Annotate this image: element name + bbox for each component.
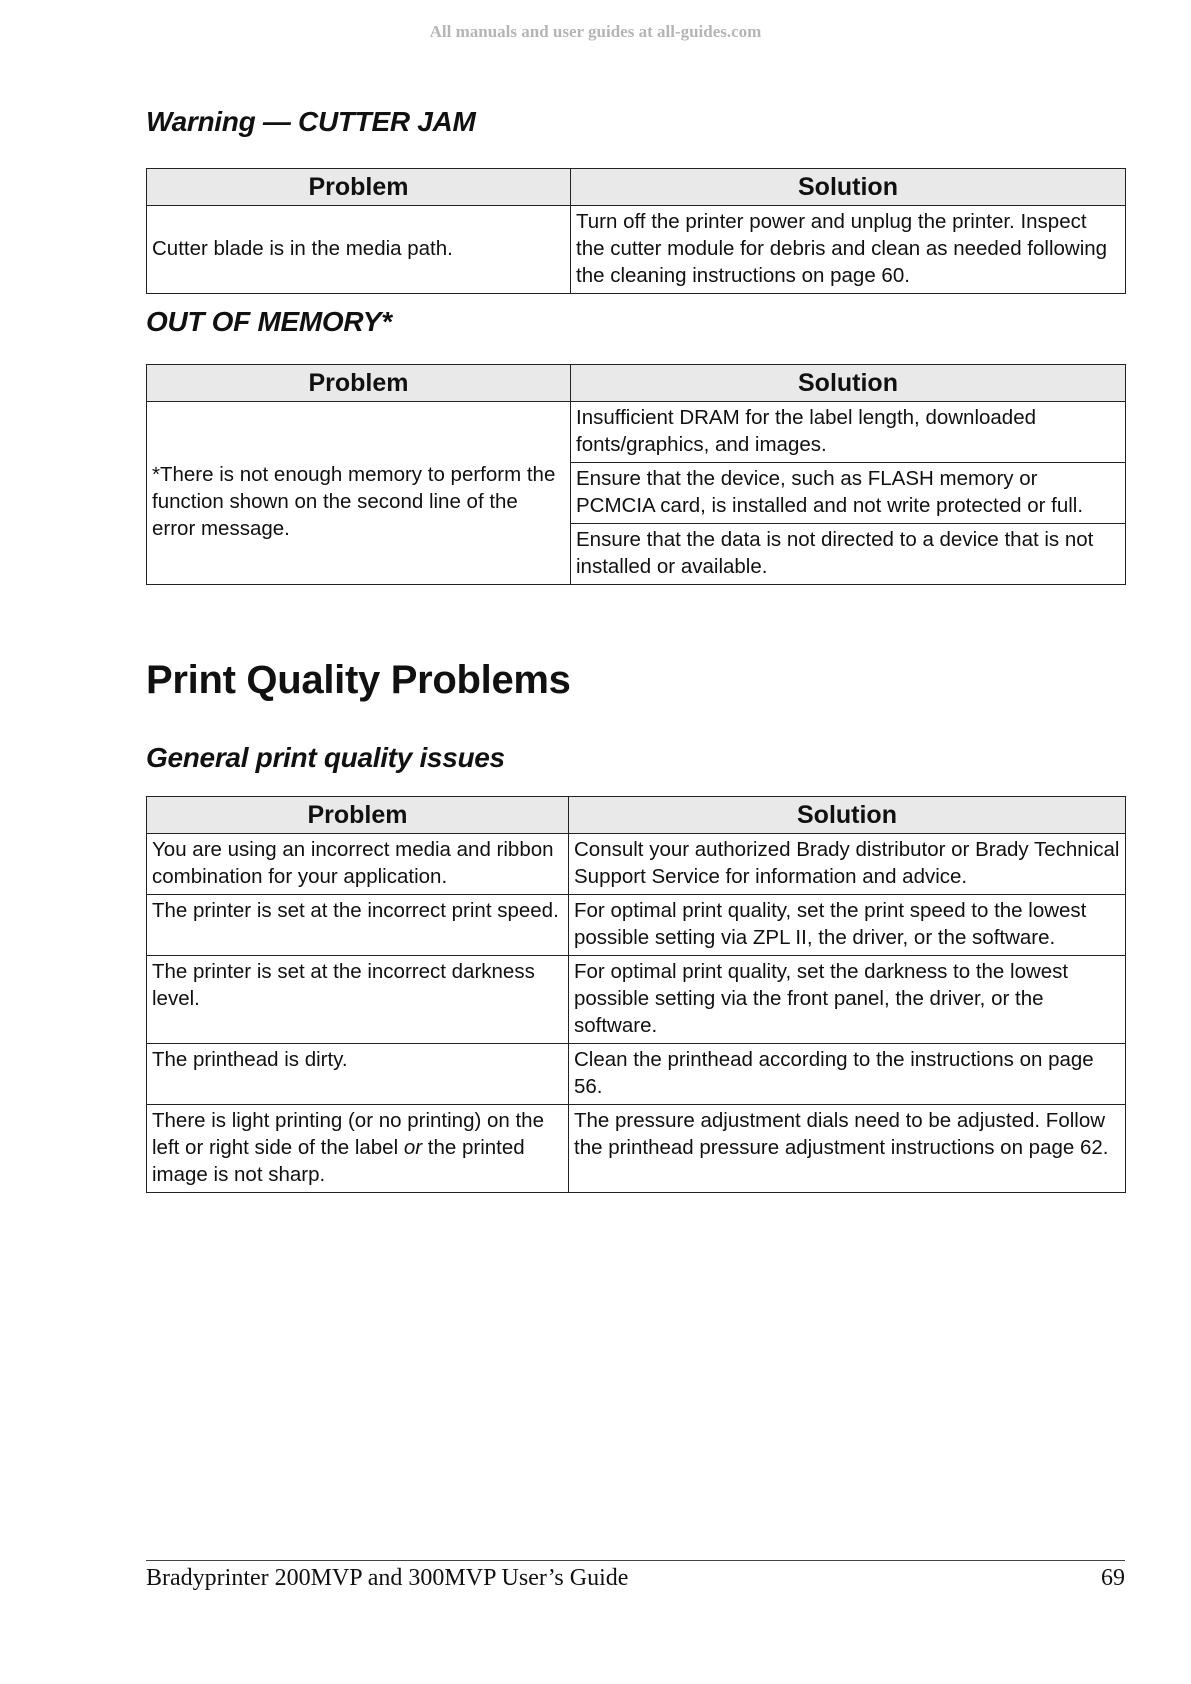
cutter-jam-heading: Warning — CUTTER JAM <box>146 106 476 137</box>
problem-cell: The printer is set at the incorrect darkness level. <box>147 956 569 1044</box>
solution-cell: Ensure that the device, such as FLASH memory or PCMCIA card, is installed and not write protected or full. <box>571 463 1126 524</box>
column-header-problem: Problem <box>147 365 571 402</box>
problem-text-emphasis: or <box>403 1136 423 1159</box>
column-header-solution: Solution <box>571 365 1126 402</box>
solution-cell: Insufficient DRAM for the label length, downloaded fonts/graphics, and images. <box>571 402 1126 463</box>
problem-cell: Cutter blade is in the media path. <box>147 206 571 294</box>
solution-cell: Turn off the printer power and unplug the printer. Inspect the cutter module for debris and clean as needed following the cleaning instructions on page 60. <box>571 206 1126 294</box>
solution-cell: Consult your authorized Brady distributor or Brady Technical Support Service for information and advice. <box>569 834 1126 895</box>
column-header-problem: Problem <box>147 797 569 834</box>
solution-cell: For optimal print quality, set the print speed to the lowest possible setting via ZPL II, the driver, or the software. <box>569 895 1126 956</box>
problem-text-start: There is light printing (or no printing) on the left or right side of the label <box>152 1109 544 1159</box>
table-row <box>147 895 1126 956</box>
problem-cell: *There is not enough memory to perform the function shown on the second line of the error message. <box>147 402 571 585</box>
out-of-memory-heading: OUT OF MEMORY* <box>146 306 392 337</box>
table-header-row <box>147 797 1126 834</box>
watermark: All manuals and user guides at all-guides.com <box>429 22 762 41</box>
cutter-jam-table <box>146 168 1126 294</box>
page-footer <box>146 1560 1125 1591</box>
table-row <box>147 206 1126 294</box>
problem-cell: The printhead is dirty. <box>147 1044 569 1105</box>
table-header-row <box>147 169 1126 206</box>
table-row <box>147 956 1126 1044</box>
problem-cell: The printer is set at the incorrect print speed. <box>147 895 569 956</box>
print-quality-table <box>146 796 1126 1193</box>
column-header-solution: Solution <box>571 169 1126 206</box>
table-row <box>147 834 1126 895</box>
solution-cell: For optimal print quality, set the darkness to the lowest possible setting via the front panel, the driver, or the software. <box>569 956 1126 1044</box>
page-number: 69 <box>1101 1565 1125 1591</box>
print-quality-subheading: General print quality issues <box>146 742 505 773</box>
table-row <box>147 402 1126 463</box>
section-title: Print Quality Problems <box>146 658 571 702</box>
problem-cell: You are using an incorrect media and ribbon combination for your application. <box>147 834 569 895</box>
problem-cell <box>147 1105 569 1193</box>
table-row <box>147 1105 1126 1193</box>
solution-cell: Clean the printhead according to the instructions on page 56. <box>569 1044 1126 1105</box>
problem-text-end: the printed image is not sharp. <box>152 1136 525 1186</box>
out-of-memory-table <box>146 364 1126 585</box>
column-header-problem: Problem <box>147 169 571 206</box>
solution-cell: Ensure that the data is not directed to a device that is not installed or available. <box>571 524 1126 585</box>
solution-cell: The pressure adjustment dials need to be adjusted. Follow the printhead pressure adjustment instructions on page 62. <box>569 1105 1126 1193</box>
table-header-row <box>147 365 1126 402</box>
column-header-solution: Solution <box>569 797 1126 834</box>
footer-title: Bradyprinter 200MVP and 300MVP User’s Guide <box>146 1565 629 1591</box>
table-row <box>147 1044 1126 1105</box>
